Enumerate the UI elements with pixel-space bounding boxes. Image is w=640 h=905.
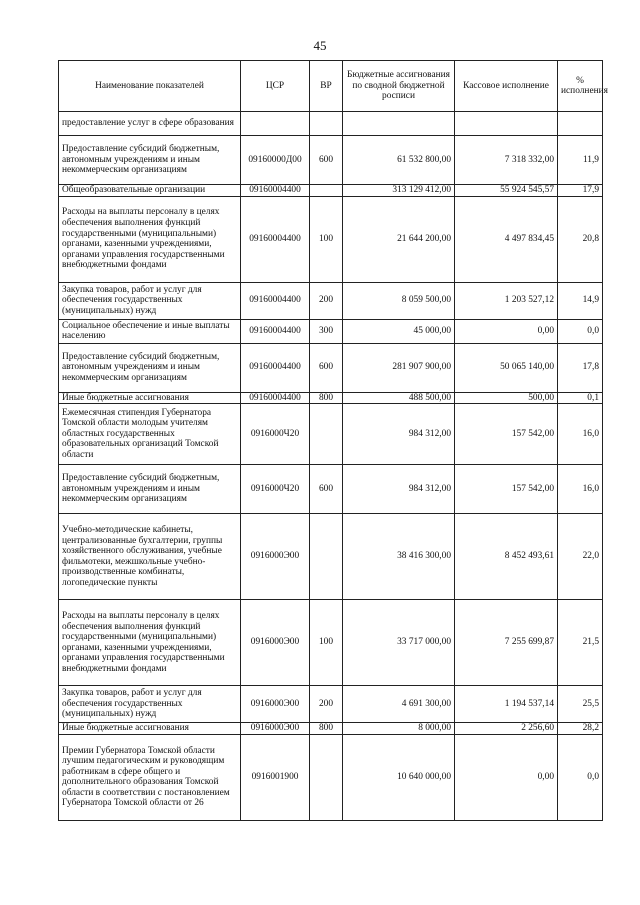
table-row xyxy=(59,723,603,735)
cell-execution: 55 924 545,57 xyxy=(455,185,558,197)
cell-percent: 21,5 xyxy=(558,600,603,686)
table-row xyxy=(59,734,603,820)
cell-name: Расходы на выплаты персоналу в целях обеспечения выполнения функций государственными (муниципальными) органами, казенными учреждениями, органами управления государственными внебюджетными фондами xyxy=(59,196,241,282)
cell-percent: 16,0 xyxy=(558,465,603,514)
cell-csr: 09160004400 xyxy=(241,196,310,282)
cell-vr xyxy=(310,112,343,136)
cell-vr: 600 xyxy=(310,343,343,392)
table-row xyxy=(59,282,603,319)
header-execution: Кассовое исполнение xyxy=(455,61,558,112)
cell-percent: 20,8 xyxy=(558,196,603,282)
cell-name: Общеобразовательные организации xyxy=(59,185,241,197)
cell-execution: 2 256,60 xyxy=(455,723,558,735)
cell-allocations: 33 717 000,00 xyxy=(343,600,455,686)
cell-vr: 300 xyxy=(310,319,343,343)
cell-percent: 28,2 xyxy=(558,723,603,735)
cell-csr: 0916000Ч20 xyxy=(241,404,310,465)
cell-allocations: 984 312,00 xyxy=(343,465,455,514)
cell-vr xyxy=(310,514,343,600)
cell-percent: 22,0 xyxy=(558,514,603,600)
table-row xyxy=(59,392,603,404)
header-vr: ВР xyxy=(310,61,343,112)
cell-percent: 25,5 xyxy=(558,686,603,723)
table-row xyxy=(59,196,603,282)
table-row xyxy=(59,404,603,465)
header-allocations: Бюджетные ассигнования по сводной бюджетной росписи xyxy=(343,61,455,112)
table-row xyxy=(59,686,603,723)
cell-csr: 0916000Ч20 xyxy=(241,465,310,514)
cell-name: Учебно-методические кабинеты, централизованные бухгалтерии, группы хозяйственного обслуживания, учебные фильмотеки, межшкольные учебно-производственные комбинаты, логопедические пункты xyxy=(59,514,241,600)
cell-allocations: 8 059 500,00 xyxy=(343,282,455,319)
header-percent: % исполнения xyxy=(558,61,603,112)
cell-percent: 0,0 xyxy=(558,734,603,820)
cell-percent: 16,0 xyxy=(558,404,603,465)
cell-csr: 0916001900 xyxy=(241,734,310,820)
cell-execution: 7 318 332,00 xyxy=(455,136,558,185)
cell-csr: 09160004400 xyxy=(241,282,310,319)
table-row xyxy=(59,136,603,185)
cell-name: Социальное обеспечение и иные выплаты населению xyxy=(59,319,241,343)
cell-csr: 09160000Д00 xyxy=(241,136,310,185)
table-header-row xyxy=(59,61,603,112)
header-name: Наименование показателей xyxy=(59,61,241,112)
cell-name: Предоставление субсидий бюджетным, автономным учреждениям и иным некоммерческим организациям xyxy=(59,343,241,392)
cell-csr: 09160004400 xyxy=(241,319,310,343)
cell-execution: 4 497 834,45 xyxy=(455,196,558,282)
table-row xyxy=(59,600,603,686)
cell-execution: 0,00 xyxy=(455,734,558,820)
cell-csr: 09160004400 xyxy=(241,343,310,392)
cell-percent: 17,9 xyxy=(558,185,603,197)
cell-vr: 600 xyxy=(310,136,343,185)
cell-csr: 0916000Э00 xyxy=(241,600,310,686)
budget-table xyxy=(58,60,608,821)
cell-name: Иные бюджетные ассигнования xyxy=(59,392,241,404)
cell-name: Иные бюджетные ассигнования xyxy=(59,723,241,735)
cell-name: Предоставление субсидий бюджетным, автономным учреждениям и иным некоммерческим организациям xyxy=(59,465,241,514)
cell-csr: 0916000Э00 xyxy=(241,723,310,735)
cell-allocations: 21 644 200,00 xyxy=(343,196,455,282)
cell-allocations: 38 416 300,00 xyxy=(343,514,455,600)
cell-execution: 50 065 140,00 xyxy=(455,343,558,392)
cell-csr xyxy=(241,112,310,136)
cell-allocations: 4 691 300,00 xyxy=(343,686,455,723)
table-row xyxy=(59,514,603,600)
cell-vr: 800 xyxy=(310,723,343,735)
cell-name: Предоставление субсидий бюджетным, автономным учреждениям и иным некоммерческим организациям xyxy=(59,136,241,185)
cell-allocations: 281 907 900,00 xyxy=(343,343,455,392)
cell-csr: 09160004400 xyxy=(241,392,310,404)
cell-allocations: 45 000,00 xyxy=(343,319,455,343)
cell-execution: 1 203 527,12 xyxy=(455,282,558,319)
cell-execution: 0,00 xyxy=(455,319,558,343)
cell-vr xyxy=(310,404,343,465)
page-number: 45 xyxy=(313,38,327,53)
cell-percent: 11,9 xyxy=(558,136,603,185)
cell-vr: 100 xyxy=(310,196,343,282)
cell-allocations: 984 312,00 xyxy=(343,404,455,465)
cell-csr: 0916000Э00 xyxy=(241,514,310,600)
cell-percent: 14,9 xyxy=(558,282,603,319)
cell-vr: 800 xyxy=(310,392,343,404)
table-row xyxy=(59,465,603,514)
cell-vr xyxy=(310,734,343,820)
cell-csr: 0916000Э00 xyxy=(241,686,310,723)
cell-allocations: 313 129 412,00 xyxy=(343,185,455,197)
cell-vr: 200 xyxy=(310,282,343,319)
cell-execution: 157 542,00 xyxy=(455,465,558,514)
header-csr: ЦСР xyxy=(241,61,310,112)
cell-execution: 157 542,00 xyxy=(455,404,558,465)
cell-name: Расходы на выплаты персоналу в целях обеспечения выполнения функций государственными (муниципальными) органами, казенными учреждениями, органами управления государственными внебюджетными фондами xyxy=(59,600,241,686)
cell-execution: 8 452 493,61 xyxy=(455,514,558,600)
cell-name: Ежемесячная стипендия Губернатора Томской области молодым учителям областных государственных образовательных организаций Томской области xyxy=(59,404,241,465)
cell-allocations: 10 640 000,00 xyxy=(343,734,455,820)
cell-execution: 500,00 xyxy=(455,392,558,404)
cell-percent xyxy=(558,112,603,136)
cell-execution: 7 255 699,87 xyxy=(455,600,558,686)
cell-name: предоставление услуг в сфере образования xyxy=(59,112,241,136)
table-row xyxy=(59,343,603,392)
cell-allocations: 488 500,00 xyxy=(343,392,455,404)
cell-execution xyxy=(455,112,558,136)
table-row xyxy=(59,112,603,136)
cell-vr: 200 xyxy=(310,686,343,723)
cell-allocations: 8 000,00 xyxy=(343,723,455,735)
cell-csr: 09160004400 xyxy=(241,185,310,197)
cell-percent: 0,0 xyxy=(558,319,603,343)
table-row xyxy=(59,319,603,343)
cell-vr: 600 xyxy=(310,465,343,514)
table-row xyxy=(59,185,603,197)
cell-execution: 1 194 537,14 xyxy=(455,686,558,723)
cell-vr: 100 xyxy=(310,600,343,686)
cell-name: Премии Губернатора Томской области лучшим педагогическим и руководящим работникам в сфере общего и дополнительного образования Томской области в соответствии с постановлением Губернатора Томской области от 26 xyxy=(59,734,241,820)
cell-name: Закупка товаров, работ и услуг для обеспечения государственных (муниципальных) нужд xyxy=(59,282,241,319)
cell-allocations xyxy=(343,112,455,136)
cell-name: Закупка товаров, работ и услуг для обеспечения государственных (муниципальных) нужд xyxy=(59,686,241,723)
cell-vr xyxy=(310,185,343,197)
cell-percent: 0,1 xyxy=(558,392,603,404)
cell-percent: 17,8 xyxy=(558,343,603,392)
cell-allocations: 61 532 800,00 xyxy=(343,136,455,185)
